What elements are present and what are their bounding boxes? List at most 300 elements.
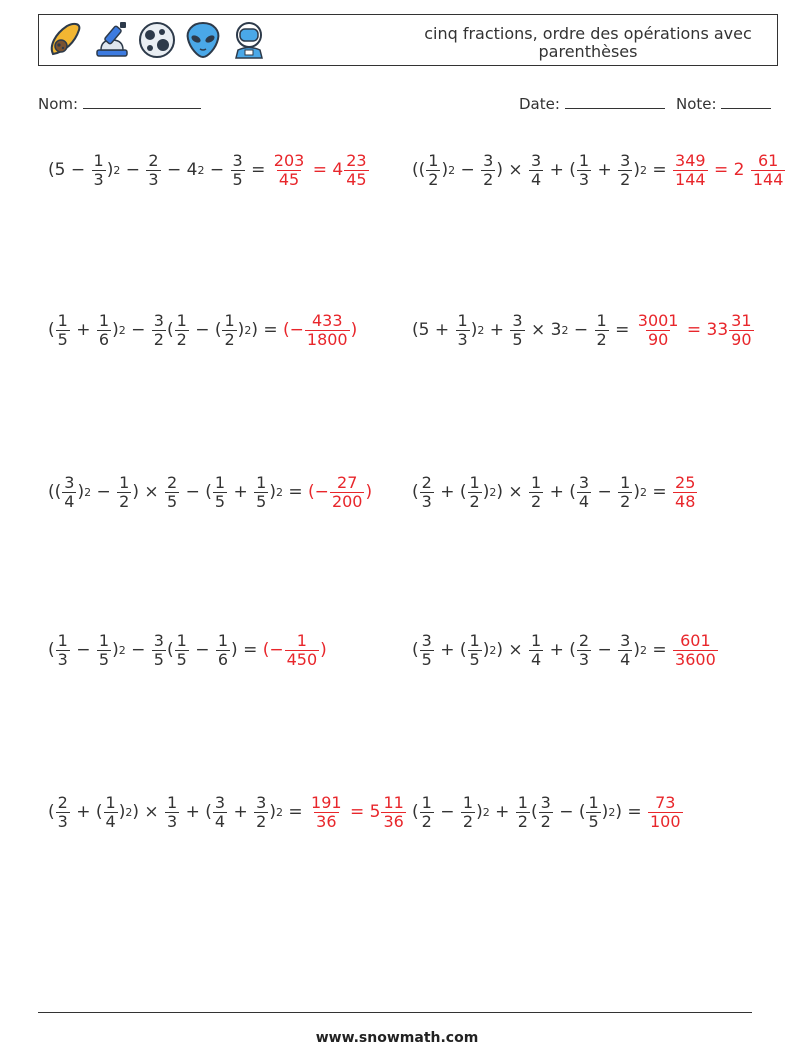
expression-text: ) — [106, 160, 114, 180]
expression-text: + ( — [544, 482, 576, 502]
expression-text: = — [646, 640, 673, 660]
expression-text: = — [282, 482, 309, 502]
denominator: 2 — [421, 811, 432, 831]
denominator: 2 — [469, 491, 480, 511]
denominator: 6 — [98, 329, 110, 349]
answer-fraction — [648, 794, 683, 831]
expression-text: + — [228, 482, 254, 502]
astronaut-icon — [229, 20, 269, 60]
date-field — [519, 94, 665, 113]
fraction — [456, 312, 470, 349]
numerator: 1 — [588, 792, 599, 812]
problem-10 — [412, 782, 684, 842]
numerator: 1 — [428, 150, 439, 170]
numerator: 1 — [119, 472, 130, 492]
expression-text: + ( — [544, 640, 576, 660]
numerator: 1 — [98, 310, 110, 330]
numerator: 1 — [596, 310, 607, 330]
numerator: 3 — [620, 150, 631, 170]
numerator: 3 — [64, 472, 75, 492]
numerator: 1 — [217, 630, 229, 650]
numerator: 25 — [675, 472, 696, 492]
expression-text: + — [228, 802, 254, 822]
fraction — [426, 152, 440, 189]
expression-text: × 3 — [525, 320, 562, 340]
denominator: 5 — [98, 649, 110, 669]
fraction — [461, 794, 475, 831]
expression-text: − — [568, 320, 594, 340]
expression-text: − — [592, 482, 618, 502]
problem-4 — [412, 300, 755, 360]
numerator: 601 — [680, 630, 711, 650]
denominator: 5 — [176, 649, 187, 669]
expression-text: − — [125, 640, 151, 660]
expression-text: − — [120, 160, 146, 180]
expression-text: ( — [48, 640, 55, 660]
numerator: 1 — [176, 630, 187, 650]
numerator: 1 — [296, 630, 307, 650]
expression-text: ) — [441, 160, 449, 180]
expression-text: − 4 — [161, 160, 198, 180]
numerator: 203 — [273, 150, 305, 170]
fraction — [213, 474, 227, 511]
numerator: 1 — [98, 630, 110, 650]
fraction — [420, 632, 434, 669]
expression-text: = — [245, 160, 271, 180]
denominator: 4 — [578, 491, 590, 511]
numerator: 1 — [457, 310, 468, 330]
fraction — [586, 794, 600, 831]
numerator: 3 — [540, 792, 551, 812]
expression-text: (( — [48, 482, 62, 502]
exponent: 2 — [489, 643, 497, 657]
numerator: 1 — [214, 472, 226, 492]
expression-text: = — [646, 160, 673, 180]
expression-text: ) — [269, 482, 276, 502]
answer-fraction — [272, 152, 307, 189]
expression-text: + ( — [434, 640, 467, 660]
expression-text: ) — [601, 802, 609, 822]
header-icons — [45, 20, 269, 60]
numerator: 3 — [153, 310, 164, 330]
expression-text: + — [489, 802, 515, 822]
date-label: Date: — [519, 95, 560, 113]
exponent: 2 — [608, 805, 616, 819]
numerator: 1 — [469, 630, 480, 650]
numerator: 349 — [675, 150, 706, 170]
numerator: 1 — [57, 310, 68, 330]
denominator: 90 — [731, 329, 752, 349]
denominator: 5 — [57, 329, 68, 349]
denominator: 4 — [105, 811, 116, 831]
answer-fraction — [344, 152, 368, 189]
expression-text: − — [91, 482, 117, 502]
exponent: 2 — [118, 643, 126, 657]
answer-text: ) — [320, 640, 327, 660]
expression-text: − ( — [180, 482, 212, 502]
answer-fraction — [305, 312, 350, 349]
numerator: 73 — [655, 792, 676, 812]
fraction — [175, 312, 189, 349]
denominator: 2 — [531, 491, 542, 511]
fraction — [104, 794, 118, 831]
problem-2 — [412, 140, 786, 200]
fraction — [510, 312, 524, 349]
exponent: 2 — [275, 805, 283, 819]
telescope-icon — [91, 20, 131, 60]
denominator: 2 — [620, 491, 631, 511]
fraction — [254, 474, 268, 511]
expression-text: − — [434, 802, 460, 822]
numerator: 3 — [620, 630, 631, 650]
denominator: 45 — [346, 169, 367, 189]
expression-text: − — [70, 640, 96, 660]
expression-text: ) × — [496, 160, 529, 180]
denominator: 5 — [153, 649, 164, 669]
answer-fraction — [309, 794, 344, 831]
denominator: 2 — [462, 811, 474, 831]
fraction — [577, 152, 591, 189]
expression-text: + ( — [544, 160, 576, 180]
numerator: 1 — [93, 150, 104, 170]
expression-text: + — [592, 160, 618, 180]
expression-text: (5 + — [412, 320, 455, 340]
denominator: 3 — [57, 811, 68, 831]
fraction — [618, 632, 632, 669]
answer-fraction — [673, 474, 697, 511]
denominator: 4 — [531, 649, 542, 669]
expression-text: ( — [412, 802, 419, 822]
denominator: 144 — [752, 169, 784, 189]
fraction — [165, 474, 179, 511]
expression-text: + ( — [434, 482, 467, 502]
numerator: 1 — [462, 792, 474, 812]
grade-label: Note: — [676, 95, 717, 113]
denominator: 3 — [93, 169, 104, 189]
name-blank — [83, 94, 201, 109]
expression-text: ) — [237, 320, 245, 340]
numerator: 61 — [757, 150, 779, 170]
answer-text: ) — [350, 320, 358, 340]
fraction — [56, 632, 70, 669]
answer-fraction — [673, 632, 718, 669]
numerator: 27 — [337, 472, 358, 492]
fraction — [231, 152, 245, 189]
fraction — [529, 474, 543, 511]
expression-text: ) × — [496, 640, 529, 660]
exponent: 2 — [84, 485, 92, 499]
denominator: 2 — [483, 169, 494, 189]
expression-text: ) × — [132, 482, 165, 502]
expression-text: ) — [482, 482, 490, 502]
name-label: Nom: — [38, 95, 79, 113]
fraction — [577, 474, 591, 511]
date-blank — [565, 94, 665, 109]
fraction — [539, 794, 553, 831]
numerator: 1 — [256, 472, 267, 492]
answer-fraction — [751, 152, 786, 189]
numerator: 3 — [256, 792, 267, 812]
expression-text: ) — [112, 640, 119, 660]
alien-icon — [183, 20, 223, 60]
exponent: 2 — [639, 643, 647, 657]
denominator: 1800 — [306, 329, 348, 349]
denominator: 45 — [278, 169, 300, 189]
footer-url: www.snowmath.com — [315, 1030, 479, 1046]
fraction — [529, 152, 543, 189]
answer-fraction — [330, 474, 365, 511]
denominator: 5 — [167, 491, 178, 511]
expression-text: + — [70, 320, 96, 340]
expression-text: ( — [412, 640, 419, 660]
fraction — [618, 474, 632, 511]
numerator: 3 — [483, 150, 494, 170]
denominator: 3 — [421, 491, 432, 511]
denominator: 6 — [217, 649, 229, 669]
denominator: 2 — [540, 811, 551, 831]
fraction — [595, 312, 609, 349]
expression-text: ) — [633, 160, 640, 180]
denominator: 2 — [517, 811, 528, 831]
denominator: 3 — [148, 169, 159, 189]
denominator: 5 — [512, 329, 523, 349]
fraction — [216, 632, 230, 669]
numerator: 1 — [421, 792, 432, 812]
expression-text: ) = — [231, 640, 263, 660]
exponent: 2 — [482, 805, 490, 819]
fraction — [117, 474, 131, 511]
expression-text: (5 − — [48, 160, 91, 180]
expression-text: (( — [412, 160, 426, 180]
expression-text: ( — [166, 640, 174, 660]
expression-text: ) × — [496, 482, 529, 502]
numerator: 1 — [531, 630, 542, 650]
answer-text: = 4 — [307, 160, 344, 180]
exponent: 2 — [477, 323, 485, 337]
exponent: 2 — [639, 485, 647, 499]
denominator: 4 — [620, 649, 631, 669]
expression-text: ) — [470, 320, 478, 340]
problem-7 — [48, 620, 327, 680]
worksheet-header — [38, 14, 778, 66]
fraction — [618, 152, 632, 189]
exponent: 2 — [448, 163, 456, 177]
answer-text: (− — [262, 640, 284, 660]
fraction — [468, 474, 482, 511]
denominator: 36 — [383, 811, 404, 831]
fraction — [146, 152, 160, 189]
answer-fraction — [381, 794, 405, 831]
numerator: 1 — [469, 472, 480, 492]
grade-field — [676, 94, 771, 113]
numerator: 3 — [531, 150, 542, 170]
numerator: 2 — [167, 472, 178, 492]
expression-text: ) — [77, 482, 85, 502]
denominator: 4 — [531, 169, 542, 189]
numerator: 1 — [57, 630, 68, 650]
denominator: 5 — [469, 649, 480, 669]
numerator: 1 — [176, 310, 187, 330]
denominator: 3 — [167, 811, 178, 831]
denominator: 2 — [428, 169, 439, 189]
numerator: 3 — [214, 792, 226, 812]
expression-text: − — [592, 640, 618, 660]
expression-text: + ( — [70, 802, 103, 822]
expression-text: − — [455, 160, 481, 180]
numerator: 3 — [578, 472, 590, 492]
expression-text: ( — [48, 802, 55, 822]
expression-text: ( — [166, 320, 174, 340]
numerator: 1 — [531, 472, 542, 492]
problem-3 — [48, 300, 357, 360]
expression-text: − ( — [189, 320, 222, 340]
problem-1 — [48, 140, 370, 200]
expression-text: ( — [412, 482, 419, 502]
fraction — [152, 312, 166, 349]
expression-text: − — [189, 640, 215, 660]
fraction — [175, 632, 189, 669]
expression-text: ( — [48, 320, 55, 340]
denominator: 5 — [214, 491, 226, 511]
expression-text: − — [125, 320, 151, 340]
fraction — [577, 632, 591, 669]
answer-fraction — [636, 312, 681, 349]
fraction — [222, 312, 236, 349]
exponent: 2 — [244, 323, 252, 337]
fraction — [254, 794, 268, 831]
exponent: 2 — [197, 163, 205, 177]
expression-text: − — [204, 160, 230, 180]
denominator: 2 — [176, 329, 187, 349]
worksheet-title: cinq fractions, ordre des opérations avec parenthèses — [424, 24, 752, 61]
exponent: 2 — [561, 323, 569, 337]
expression-text: ) = — [615, 802, 647, 822]
answer-fraction — [285, 632, 320, 669]
exponent: 2 — [489, 485, 497, 499]
fraction — [529, 632, 543, 669]
numerator: 1 — [517, 792, 528, 812]
numerator: 3001 — [637, 310, 679, 330]
denominator: 36 — [316, 811, 337, 831]
moon-icon — [137, 20, 177, 60]
expression-text: ) × — [132, 802, 165, 822]
fraction — [92, 152, 106, 189]
fraction — [152, 632, 166, 669]
numerator: 11 — [383, 792, 404, 812]
fraction — [213, 794, 227, 831]
denominator: 2 — [620, 169, 631, 189]
expression-text: ) — [112, 320, 119, 340]
expression-text: = — [609, 320, 635, 340]
fraction — [481, 152, 495, 189]
denominator: 2 — [153, 329, 164, 349]
denominator: 5 — [588, 811, 599, 831]
exponent: 2 — [639, 163, 647, 177]
fraction — [62, 474, 76, 511]
answer-text: (− — [308, 482, 329, 502]
answer-text: ) — [365, 482, 373, 502]
fraction — [516, 794, 530, 831]
numerator: 2 — [421, 472, 432, 492]
expression-text: = — [646, 482, 673, 502]
exponent: 2 — [125, 805, 133, 819]
denominator: 3 — [578, 169, 590, 189]
expression-text: ) — [482, 640, 490, 660]
expression-text: ( — [530, 802, 538, 822]
fraction — [56, 312, 70, 349]
fraction — [97, 632, 111, 669]
numerator: 1 — [620, 472, 631, 492]
denominator: 5 — [421, 649, 432, 669]
exponent: 2 — [118, 323, 126, 337]
denominator: 4 — [64, 491, 75, 511]
denominator: 450 — [286, 649, 318, 669]
answer-fraction — [729, 312, 753, 349]
denominator: 90 — [647, 329, 669, 349]
fraction — [468, 632, 482, 669]
comet-icon — [45, 20, 85, 60]
name-field — [38, 94, 201, 113]
problem-9 — [48, 782, 407, 842]
denominator: 3 — [457, 329, 468, 349]
fraction — [420, 474, 434, 511]
denominator: 3 — [578, 649, 590, 669]
expression-text: ) — [118, 802, 126, 822]
expression-text: ) — [633, 640, 640, 660]
fraction — [420, 794, 434, 831]
problem-5 — [48, 462, 372, 522]
answer-fraction — [673, 152, 708, 189]
denominator: 4 — [214, 811, 226, 831]
exponent: 2 — [275, 485, 283, 499]
numerator: 1 — [224, 310, 235, 330]
numerator: 3 — [512, 310, 523, 330]
expression-text: + ( — [180, 802, 212, 822]
exponent: 2 — [113, 163, 121, 177]
expression-text: + — [484, 320, 510, 340]
numerator: 1 — [105, 792, 116, 812]
denominator: 2 — [596, 329, 607, 349]
numerator: 31 — [731, 310, 752, 330]
numerator: 2 — [57, 792, 68, 812]
denominator: 2 — [256, 811, 267, 831]
expression-text: − ( — [553, 802, 586, 822]
expression-text: = — [282, 802, 309, 822]
denominator: 5 — [232, 169, 243, 189]
fraction — [56, 794, 70, 831]
numerator: 2 — [578, 630, 590, 650]
expression-text: ) — [633, 482, 640, 502]
denominator: 200 — [331, 491, 363, 511]
problem-6 — [412, 462, 698, 522]
numerator: 191 — [311, 792, 342, 812]
denominator: 2 — [224, 329, 235, 349]
answer-text: = 33 — [681, 320, 729, 340]
numerator: 23 — [346, 150, 367, 170]
numerator: 433 — [311, 310, 343, 330]
answer-text: (− — [283, 320, 304, 340]
numerator: 1 — [167, 792, 178, 812]
grade-blank — [721, 94, 771, 109]
footer-divider — [38, 1012, 752, 1013]
denominator: 144 — [675, 169, 706, 189]
expression-text: ) — [269, 802, 276, 822]
answer-text: = 5 — [344, 802, 381, 822]
denominator: 5 — [256, 491, 267, 511]
numerator: 3 — [153, 630, 164, 650]
denominator: 100 — [650, 811, 681, 831]
denominator: 3600 — [675, 649, 716, 669]
